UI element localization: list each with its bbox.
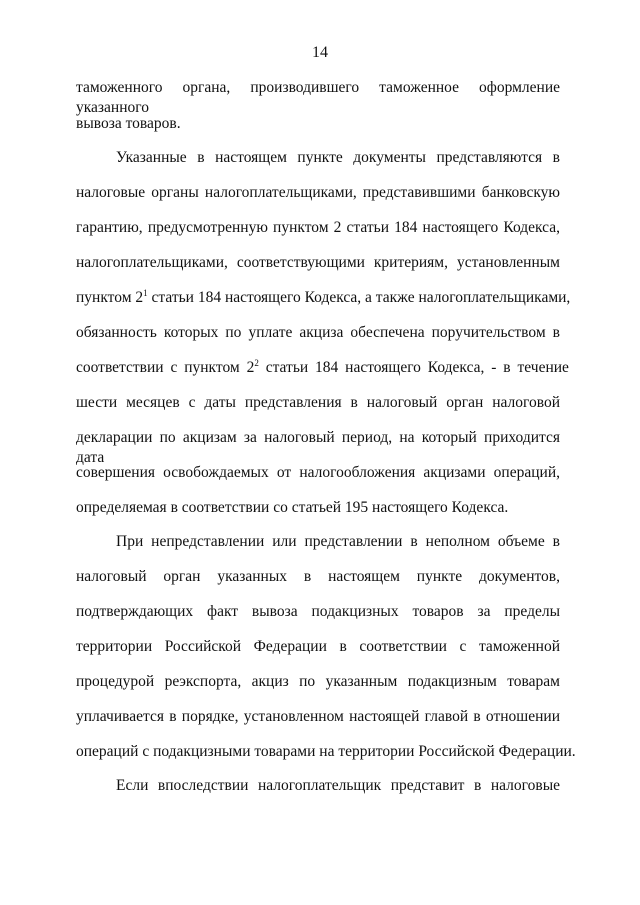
- text-line: подтверждающих факт вывоза подакцизных товаров за пределы: [76, 603, 560, 620]
- superscript: 2: [254, 358, 259, 368]
- text-line: Указанные в настоящем пункте документы представляются в: [116, 149, 560, 166]
- text-line: налоговый орган указанных в настоящем пункте документов,: [76, 568, 560, 585]
- text-line: При непредставлении или представлении в неполном объеме в: [116, 533, 560, 550]
- line-part: соответствии с пунктом 2: [76, 359, 255, 376]
- text-line: [76, 358, 569, 378]
- text-line: налоговые органы налогоплательщиками, представившими банковскую: [76, 184, 560, 201]
- line-part: пунктом 2: [76, 289, 144, 306]
- text-line: совершения освобождаемых от налогообложения акцизами операций,: [76, 464, 560, 481]
- text-line: уплачивается в порядке, установленном настоящей главой в отношении: [76, 708, 560, 725]
- text-line: таможенного органа, производившего таможенное оформление указанного: [76, 79, 560, 116]
- text-line: шести месяцев с даты представления в налоговый орган налоговой: [76, 394, 560, 411]
- text-line: налогоплательщиками, соответствующими критериям, установленным: [76, 254, 560, 271]
- text-line: территории Российской Федерации в соответствии с таможенной: [76, 638, 560, 655]
- text-line: операций с подакцизными товарами на территории Российской Федерации.: [76, 743, 576, 760]
- text-line: гарантию, предусмотренную пунктом 2 статьи 184 настоящего Кодекса,: [76, 219, 560, 236]
- line-part: статьи 184 настоящего Кодекса, а также налогоплательщиками,: [151, 289, 571, 306]
- text-line: обязанность которых по уплате акциза обеспечена поручительством в: [76, 324, 560, 341]
- page-number: 14: [312, 44, 328, 61]
- text-line: Если впоследствии налогоплательщик представит в налоговые: [116, 777, 560, 794]
- text-line: процедурой реэкспорта, акциз по указанным подакцизным товарам: [76, 673, 560, 690]
- superscript: 1: [143, 288, 148, 298]
- text-line: [76, 288, 571, 308]
- text-line: вывоза товаров.: [76, 115, 181, 132]
- text-line: определяемая в соответствии со статьей 195 настоящего Кодекса.: [76, 499, 509, 516]
- text-line: декларации по акцизам за налоговый период, на который приходится дата: [76, 429, 560, 466]
- line-part: статьи 184 настоящего Кодекса, - в течение: [265, 359, 569, 376]
